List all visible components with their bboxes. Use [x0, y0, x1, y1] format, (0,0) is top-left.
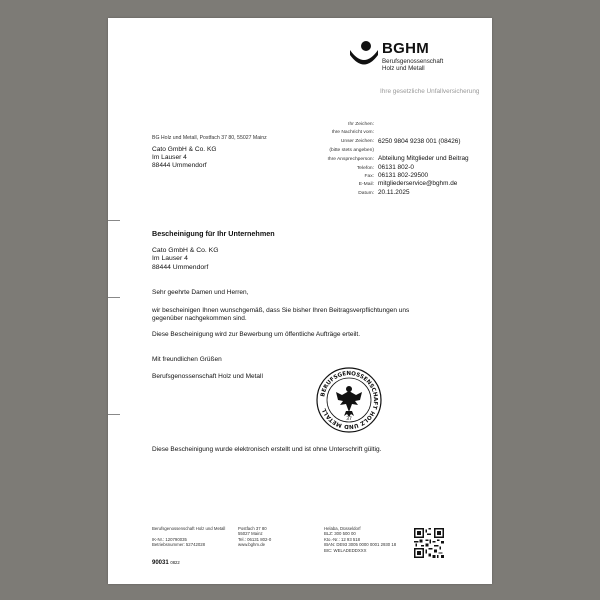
info-value: 06131 802-0 — [378, 164, 414, 171]
logo-subtitle: Berufsgenossenschaft — [382, 58, 444, 65]
footer-line: Berufsgenossenschaft Holz und Metall — [152, 526, 226, 531]
letter-page — [108, 18, 492, 584]
fold-mark — [108, 414, 120, 415]
body-line: wir bescheinigen Ihnen wunschgemäß, dass Sie bisher Ihren Beitragsverpflichtungen uns — [152, 307, 410, 314]
recipient-address — [152, 146, 217, 170]
salutation: Sehr geehrte Damen und Herren, — [152, 289, 249, 296]
info-label: Datum: — [358, 191, 374, 196]
info-label: Ihre Nachricht vom: — [331, 130, 374, 135]
info-label: E-Mail: — [358, 182, 374, 187]
footer-line: Postfach 37 80 — [238, 526, 267, 531]
signatory: Berufsgenossenschaft Holz und Metall — [152, 373, 263, 380]
info-value: mitgliederservice@bghm.de — [378, 180, 458, 187]
recipient-city: 88444 Ummendorf — [152, 162, 207, 169]
qr-code-icon — [414, 528, 444, 558]
logo-subtitle: Holz und Metall — [382, 65, 425, 72]
punch-mark — [108, 297, 120, 298]
company-city: 88444 Ummendorf — [152, 263, 209, 271]
info-label: (bitte stets angeben) — [329, 148, 374, 153]
body-paragraph — [152, 307, 409, 324]
recipient-company: Cato GmbH & Co. KG — [152, 146, 217, 153]
footer-line: www.bghm.de — [238, 542, 265, 548]
info-label: Telefon: — [356, 166, 374, 171]
official-seal-icon — [316, 367, 382, 433]
footer-line: 55027 Mainz — [238, 531, 263, 537]
info-value: Abteilung Mitglieder und Beitrag — [378, 155, 469, 162]
document-number-suffix: 0822 — [170, 560, 180, 565]
info-label: Ihre Ansprechperson: — [327, 157, 374, 162]
footer-line: Tel.: 06131 802-0 — [238, 536, 272, 542]
body-paragraph: Diese Bescheinigung wird zur Bewerbung um öffentliche Aufträge erteilt. — [152, 331, 360, 338]
footer-line: IK-Nr.: 120790035 — [152, 536, 187, 542]
footer-line: Helaba, Düsseldorf — [324, 526, 361, 531]
footer-col-bank — [324, 526, 396, 553]
company-street: Im Lauser 4 — [152, 255, 188, 263]
closing: Mit freundlichen Grüßen — [152, 356, 222, 363]
document-number — [152, 560, 180, 566]
info-label: Fax: — [364, 174, 374, 179]
company-name: Cato GmbH & Co. KG — [152, 247, 219, 254]
document-number-main: 90031 — [152, 560, 169, 566]
footer-col-org — [152, 526, 225, 548]
body-line: gegenüber nachgekommen sind. — [152, 315, 247, 323]
footer-line: BIC: WELADEDDXXX — [324, 547, 367, 553]
bghm-logo-icon — [350, 40, 378, 66]
footer-line: Betriebsnummer: 52742028 — [152, 542, 206, 548]
subject-line: Bescheinigung für Ihr Unternehmen — [152, 229, 275, 238]
seal-ring-text: BERUFSGENOSSENSCHAFT HOLZ UND METALL — [320, 370, 379, 430]
info-value: 6250 9804 9238 001 (08426) — [378, 138, 461, 145]
info-label: Ihr Zeichen: — [348, 122, 374, 127]
info-value: 06131 802-29500 — [378, 172, 429, 179]
footer-line: BLZ: 300 500 00 — [324, 531, 356, 537]
logo-tagline: Ihre gesetzliche Unfallversicherung — [380, 88, 480, 95]
fold-mark — [108, 220, 120, 221]
info-value: 20.11.2025 — [378, 189, 410, 196]
recipient-street: Im Lauser 4 — [152, 154, 187, 161]
sender-line: BG Holz und Metall, Postfach 37 80, 55027 Mainz — [152, 135, 267, 141]
footer-line: Kto.-Nr.: 12 93 518 — [324, 536, 361, 542]
info-label: Unser Zeichen: — [340, 139, 374, 144]
logo-name: BGHM — [382, 40, 430, 57]
seal-number: 37 — [346, 417, 352, 422]
footer-col-contact — [238, 526, 271, 548]
footer-line: IBAN: DE93 3005 0000 0001 2930 18 — [324, 542, 397, 548]
electronic-note: Diese Bescheinigung wurde elektronisch erstellt und ist ohne Unterschrift gültig. — [152, 446, 382, 453]
company-address — [152, 247, 218, 272]
